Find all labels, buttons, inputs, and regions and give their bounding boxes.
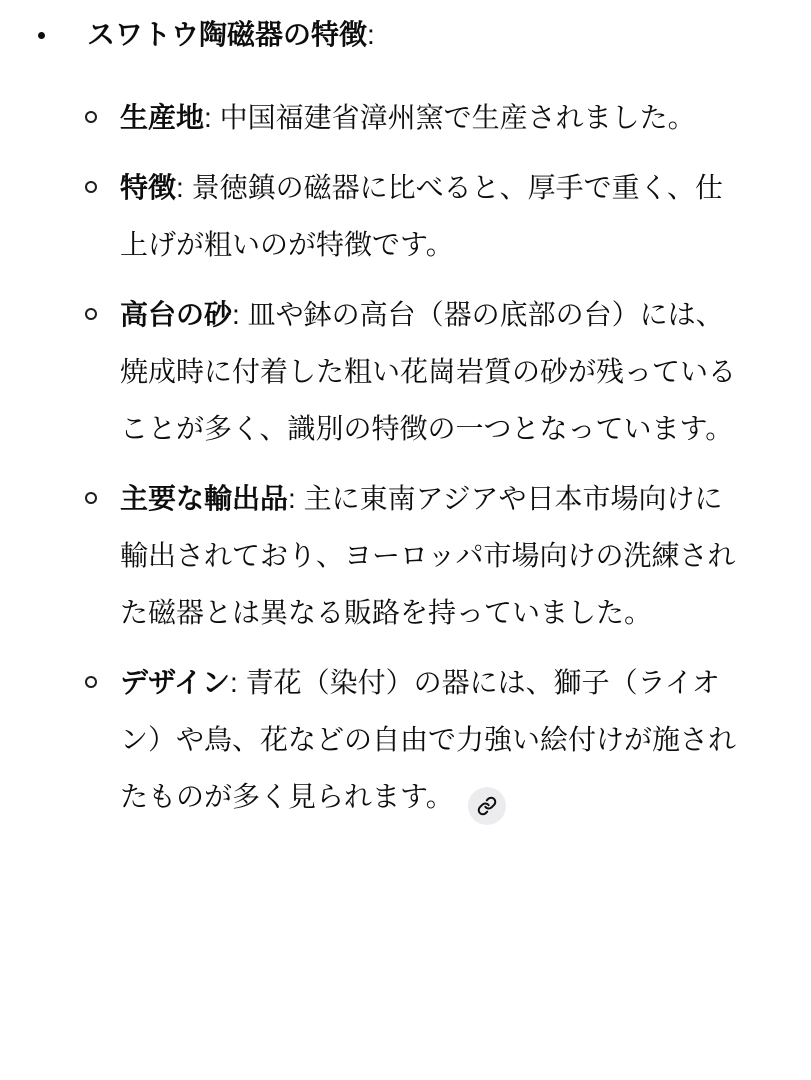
- list-item-text: [120, 470, 749, 641]
- item-label: デザイン: [120, 667, 231, 698]
- list-item-text: [120, 89, 696, 146]
- list-item-text: [120, 654, 749, 825]
- bullet-circle-icon: [85, 181, 97, 193]
- list-item-top: [0, 6, 811, 63]
- list-item: [85, 654, 749, 825]
- item-separator: :: [230, 667, 246, 698]
- item-separator: :: [204, 102, 220, 133]
- bullet-circle-icon: [85, 492, 97, 504]
- item-body: 主に東南アジアや日本市場向けに輸出されており、ヨーロッパ市場向けの洗練された磁器とは異なる販路を持っていました。: [120, 483, 736, 628]
- list-title: [87, 6, 375, 63]
- item-label: 特徴: [120, 172, 177, 203]
- list-title-label: スワトウ陶磁器の特徴: [87, 19, 368, 50]
- link-icon: [477, 796, 497, 816]
- item-label: 主要な輸出品: [120, 483, 289, 514]
- list-title-suffix: :: [367, 19, 375, 50]
- item-body: 中国福建省漳州窯で生産されました。: [219, 102, 696, 133]
- bullet-circle-icon: [85, 308, 97, 320]
- list-item: [85, 286, 749, 457]
- bullet-circle-icon: [85, 111, 97, 123]
- list-item: [85, 159, 749, 273]
- list-item-text: [120, 286, 749, 457]
- bullet-disc-icon: [38, 32, 45, 39]
- nested-list: [0, 89, 811, 825]
- item-body: 皿や鉢の高台（器の底部の台）には、焼成時に付着した粗い花崗岩質の砂が残っていることが多く、識別の特徴の一つとなっています。: [120, 299, 737, 444]
- item-separator: :: [232, 299, 248, 330]
- list-item: [85, 89, 749, 146]
- item-body: 青花（染付）の器には、獅子（ライオン）や鳥、花などの自由で力強い絵付けが施されたものが多く見られます。: [120, 667, 737, 812]
- item-body: 景徳鎮の磁器に比べると、厚手で重く、仕上げが粗いのが特徴です。: [120, 172, 724, 260]
- citation-link-button[interactable]: [468, 787, 506, 825]
- list-item-text: [120, 159, 749, 273]
- list-item: [85, 470, 749, 641]
- item-label: 高台の砂: [120, 299, 233, 330]
- item-separator: :: [176, 172, 192, 203]
- bullet-circle-icon: [85, 676, 97, 688]
- item-separator: :: [288, 483, 304, 514]
- item-label: 生産地: [120, 102, 205, 133]
